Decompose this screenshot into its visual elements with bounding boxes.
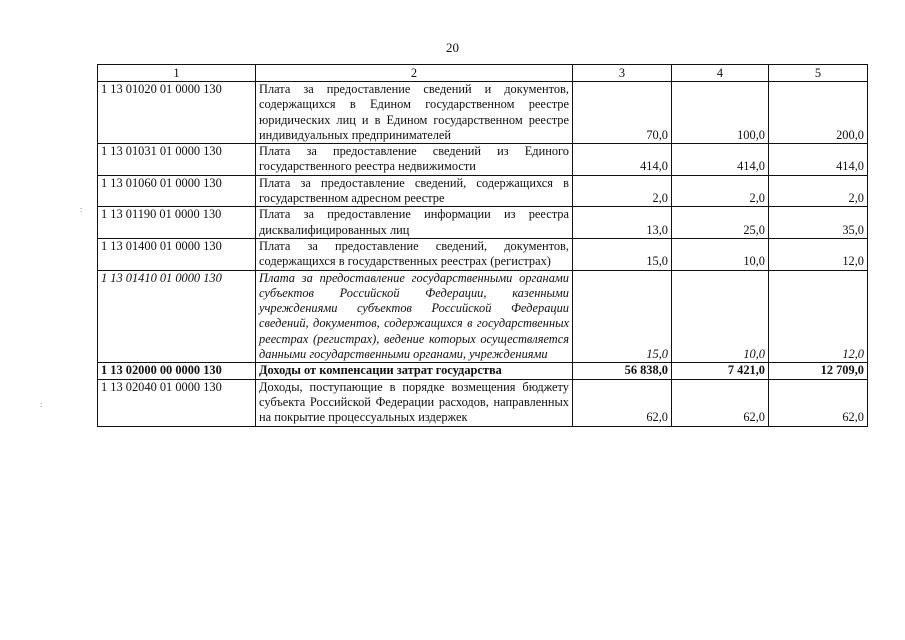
table-row bbox=[98, 238, 868, 270]
amount-col3-cell: 2,0 bbox=[573, 175, 672, 207]
kbk-code-cell: 1 13 01400 01 0000 130 bbox=[98, 238, 256, 270]
table-row bbox=[98, 379, 868, 426]
revenue-name-cell: Доходы от компенсации затрат государства bbox=[256, 363, 573, 379]
amount-col3-cell: 56 838,0 bbox=[573, 363, 672, 379]
table-row bbox=[98, 207, 868, 239]
amount-col5-cell: 12,0 bbox=[769, 238, 868, 270]
amount-col3-cell: 15,0 bbox=[573, 238, 672, 270]
revenue-name-cell: Доходы, поступающие в порядке возмещения бюджету субъекта Российской Федерации расходов, направленных на покрытие процессуальных издержек bbox=[256, 379, 573, 426]
table-row bbox=[98, 175, 868, 207]
amount-col4-cell: 10,0 bbox=[672, 238, 769, 270]
revenue-name-cell: Плата за предоставление сведений и документов, содержащихся в Едином государственном реестре юридических лиц и в Едином государственном реестре индивидуальных предпринимателей bbox=[256, 82, 573, 144]
kbk-code-cell: 1 13 01020 01 0000 130 bbox=[98, 82, 256, 144]
amount-col4-cell: 414,0 bbox=[672, 144, 769, 176]
amount-col5-cell: 2,0 bbox=[769, 175, 868, 207]
table-row bbox=[98, 82, 868, 144]
amount-col3-cell: 15,0 bbox=[573, 270, 672, 363]
amount-col3-cell: 62,0 bbox=[573, 379, 672, 426]
kbk-code-cell: 1 13 01410 01 0000 130 bbox=[98, 270, 256, 363]
table-body bbox=[98, 82, 868, 427]
revenue-name-cell: Плата за предоставление сведений из Единого государственного реестра недвижимости bbox=[256, 144, 573, 176]
amount-col3-cell: 13,0 bbox=[573, 207, 672, 239]
kbk-code-cell: 1 13 01060 01 0000 130 bbox=[98, 175, 256, 207]
table-header-row bbox=[98, 65, 868, 82]
table-row bbox=[98, 270, 868, 363]
amount-col4-cell: 10,0 bbox=[672, 270, 769, 363]
column-header: 1 bbox=[98, 65, 256, 82]
revenue-name-cell: Плата за предоставление сведений, содержащихся в государственном адресном реестре bbox=[256, 175, 573, 207]
table-row bbox=[98, 144, 868, 176]
kbk-code-cell: 1 13 02040 01 0000 130 bbox=[98, 379, 256, 426]
amount-col4-cell: 2,0 bbox=[672, 175, 769, 207]
page-number: 20 bbox=[446, 40, 459, 55]
amount-col4-cell: 62,0 bbox=[672, 379, 769, 426]
kbk-code-cell: 1 13 02000 00 0000 130 bbox=[98, 363, 256, 379]
amount-col5-cell: 35,0 bbox=[769, 207, 868, 239]
amount-col4-cell: 7 421,0 bbox=[672, 363, 769, 379]
amount-col3-cell: 414,0 bbox=[573, 144, 672, 176]
margin-mark: : bbox=[40, 400, 43, 409]
amount-col4-cell: 100,0 bbox=[672, 82, 769, 144]
revenue-name-cell: Плата за предоставление сведений, документов, содержащихся в государственных реестрах (регистрах) bbox=[256, 238, 573, 270]
kbk-code-cell: 1 13 01190 01 0000 130 bbox=[98, 207, 256, 239]
column-header: 5 bbox=[769, 65, 868, 82]
amount-col5-cell: 414,0 bbox=[769, 144, 868, 176]
amount-col5-cell: 62,0 bbox=[769, 379, 868, 426]
amount-col5-cell: 12 709,0 bbox=[769, 363, 868, 379]
amount-col3-cell: 70,0 bbox=[573, 82, 672, 144]
column-header: 2 bbox=[256, 65, 573, 82]
amount-col4-cell: 25,0 bbox=[672, 207, 769, 239]
kbk-code-cell: 1 13 01031 01 0000 130 bbox=[98, 144, 256, 176]
amount-col5-cell: 200,0 bbox=[769, 82, 868, 144]
amount-col5-cell: 12,0 bbox=[769, 270, 868, 363]
margin-mark: : bbox=[80, 205, 83, 214]
budget-revenue-table bbox=[97, 64, 868, 427]
revenue-name-cell: Плата за предоставление государственными органами субъектов Российской Федерации, казенными учреждениями субъектов Российской Федерации сведений, документов, содержащихся в государственных реестрах (регистрах), ведение которых осуществляется данными государственными органами, учреждениями bbox=[256, 270, 573, 363]
table-row bbox=[98, 363, 868, 379]
revenue-name-cell: Плата за предоставление информации из реестра дисквалифицированных лиц bbox=[256, 207, 573, 239]
column-header: 3 bbox=[573, 65, 672, 82]
column-header: 4 bbox=[672, 65, 769, 82]
